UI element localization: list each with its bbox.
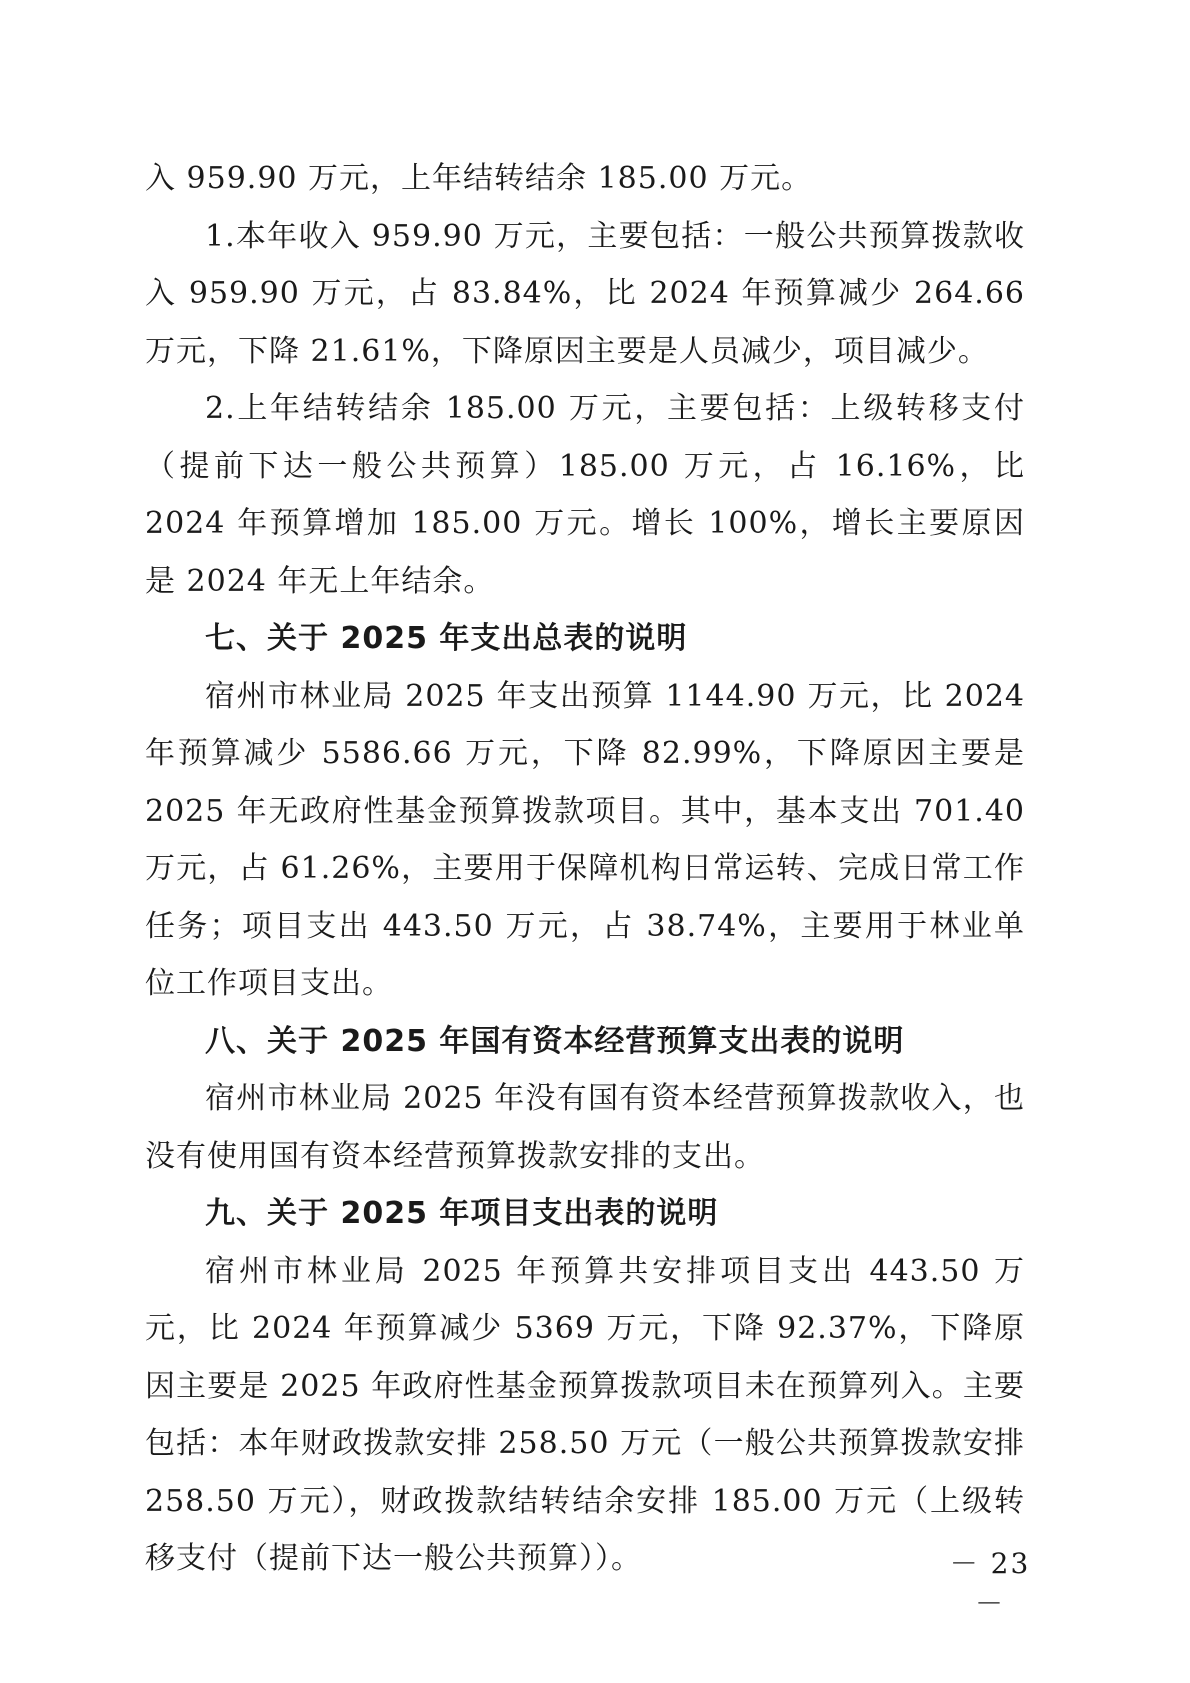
page-number: － 23 － [949,1547,1031,1620]
paragraph-project-expenditure: 宿州市林业局 2025 年预算共安排项目支出 443.50 万元，比 2024 年预算减少 5369 万元，下降 92.37%，下降原因主要是 2025 年政府性基金预算拨款项目未在预算列入。主要包括：本年财政拨款安排 258.50 万元（一般公共预算拨款安排 258.50 万元），财政拨款结转结余安排 185.00 万元（上级转移支付（提前下达一般公共预算））。 [145,1253,1025,1576]
paragraph-carryover-balance: 2.上年结转结余 185.00 万元，主要包括：上级转移支付（提前下达一般公共预算）185.00 万元，占 16.16%，比 2024 年预算增加 185.00 万元。增长 100%，增长主要原因是 2024 年无上年结余。 [145,391,1025,599]
section-heading-project-expenditure: 九、关于 2025 年项目支出表的说明 [205,1196,719,1231]
paragraph-continuation: 入 959.90 万元，上年结转结余 185.00 万元。 [145,161,813,196]
document-body [145,150,1025,1588]
paragraph-current-year-income: 1.本年收入 959.90 万元，主要包括：一般公共预算拨款收入 959.90 万元，占 83.84%，比 2024 年预算减少 264.66 万元，下降 21.61%，下降原因主要是人员减少，项目减少。 [145,218,1025,369]
paragraph-state-capital: 宿州市林业局 2025 年没有国有资本经营预算拨款收入，也没有使用国有资本经营预算拨款安排的支出。 [145,1081,1025,1174]
section-heading-state-capital: 八、关于 2025 年国有资本经营预算支出表的说明 [205,1023,905,1059]
paragraph-expenditure-summary: 宿州市林业局 2025 年支出预算 1144.90 万元，比 2024 年预算减少 5586.66 万元，下降 82.99%，下降原因主要是 2025 年无政府性基金预算拨款项目。其中，基本支出 701.40 万元，占 61.26%，主要用于保障机构日常运转、完成日常工作任务；项目支出 443.50 万元，占 38.74%，主要用于林业单位工作项目支出。 [145,678,1025,1001]
section-heading-expenditure-summary: 七、关于 2025 年支出总表的说明 [205,621,688,656]
